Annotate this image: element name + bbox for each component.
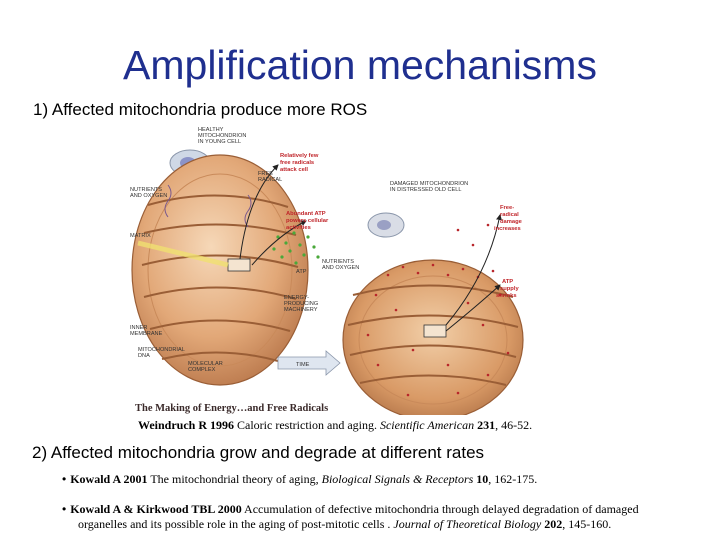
label-free-damage-1: Free-: [500, 205, 515, 211]
citation-volume: 202: [541, 517, 563, 531]
point-one: 1) Affected mitochondria produce more ROS: [33, 100, 368, 119]
label-damaged-1: DAMAGED MITOCHONDRION: [390, 181, 469, 187]
citation-volume: 231: [474, 418, 496, 432]
label-free-damage-2: radical: [500, 212, 519, 218]
label-dna-1: MITOCHONDRIAL: [138, 347, 185, 353]
label-energy-3: MACHINERY: [284, 307, 318, 313]
damaged-mitochondrion: [343, 260, 523, 415]
label-nutrients2-1: NUTRIENTS: [322, 259, 355, 265]
label-atp: ATP: [296, 269, 307, 275]
label-nutrients-1: NUTRIENTS: [130, 187, 163, 193]
label-energy-1: ENERGY-: [284, 295, 309, 301]
citation-author: Kowald A & Kirkwood TBL 2000: [70, 502, 242, 516]
citation-weindruch: [138, 418, 532, 433]
citation-text-continued: organelles and its possible role in the aging of post-mitotic cells .: [78, 517, 394, 531]
label-molecular-2: COMPLEX: [188, 367, 216, 373]
label-dna-2: DNA: [138, 353, 150, 359]
label-healthy-2: MITOCHONDRION: [198, 133, 247, 139]
point-two: 2) Affected mitochondria grow and degrade at different rates: [32, 443, 485, 462]
mitochondria-figure: [128, 125, 538, 415]
citation-pages: , 46-52.: [495, 418, 533, 432]
citation-author: Kowald A 2001: [70, 472, 148, 486]
label-atp-supply-3: shrinks: [496, 293, 517, 299]
mitochondria-illustration: [128, 125, 538, 415]
citation-journal: Biological Signals & Receptors: [321, 472, 474, 486]
label-free-1: FREE: [258, 171, 273, 177]
citation-kowald-2001: [62, 472, 537, 487]
citation-journal: Scientific American: [379, 418, 475, 432]
citation-pages: , 162-175.: [488, 472, 538, 486]
citation-text: Accumulation of defective mitochondria through delayed degradation of damaged: [241, 502, 639, 516]
label-nutrients2-2: AND OXYGEN: [322, 265, 360, 271]
figure-caption: The Making of Energy…and Free Radicals: [135, 403, 329, 414]
label-energy-2: PRODUCING: [284, 301, 319, 307]
label-abundant-3: activities: [286, 225, 311, 231]
label-inner-1: INNER: [130, 325, 148, 331]
label-matrix: MATRIX: [130, 233, 151, 239]
label-atp-supply-2: supply: [500, 286, 519, 292]
citation-volume: 10: [473, 472, 489, 486]
citation-author: Weindruch R 1996: [138, 418, 235, 432]
label-healthy-1: HEALTHY: [198, 127, 224, 133]
label-relatively-3: attack cell: [280, 167, 309, 173]
bullet-icon: •: [62, 502, 67, 516]
label-damaged-2: IN DISTRESSED OLD CELL: [390, 187, 462, 193]
label-inner-2: MEMBRANE: [130, 331, 163, 337]
citation-pages: , 145-160.: [562, 517, 612, 531]
label-molecular-1: MOLECULAR: [188, 361, 223, 367]
citation-text: Caloric restriction and aging.: [234, 418, 380, 432]
label-free-2: RADICAL: [258, 177, 283, 183]
label-nutrients-2: AND OXYGEN: [130, 193, 168, 199]
label-abundant-1: Abundant ATP: [286, 211, 326, 217]
citation-kowald-kirkwood-2000: [62, 502, 682, 532]
label-time: TIME: [296, 362, 310, 368]
label-abundant-2: powers cellular: [286, 218, 329, 224]
label-free-damage-4: increases: [494, 226, 521, 232]
label-free-damage-3: damage: [500, 219, 522, 225]
label-relatively-2: free radicals: [280, 160, 315, 166]
citation-journal: Journal of Theoretical Biology: [393, 517, 542, 531]
citation-text: The mitochondrial theory of aging,: [147, 472, 322, 486]
slide-title: Amplification mechanisms: [123, 42, 597, 88]
bullet-icon: •: [62, 472, 67, 486]
label-atp-supply-1: ATP: [502, 279, 514, 285]
label-healthy-3: IN YOUNG CELL: [198, 139, 242, 145]
label-relatively-1: Relatively few: [280, 153, 319, 159]
